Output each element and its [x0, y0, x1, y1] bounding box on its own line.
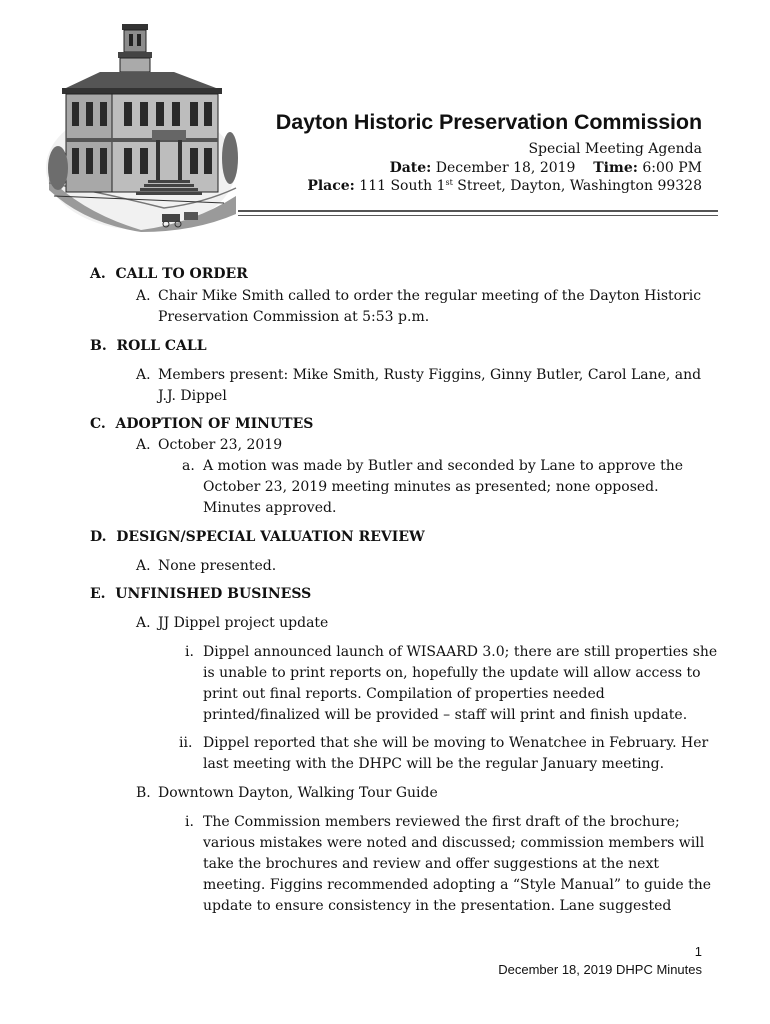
section-e-b-i-marker: i. — [185, 814, 194, 830]
section-c-item-marker: A. — [136, 437, 151, 453]
section-a-item-marker: A. — [136, 288, 151, 304]
section-c-sub-marker: a. — [182, 458, 195, 474]
section-e-item-a: JJ Dippel project update — [158, 615, 329, 631]
header-divider — [238, 210, 718, 212]
page-number: 1 — [694, 944, 702, 959]
section-c-item: October 23, 2019 — [158, 437, 283, 453]
document-title: Dayton Historic Preservation Commission — [275, 110, 702, 134]
section-e-b-i-line-2: various mistakes were noted and discussed; commission members will — [203, 835, 705, 851]
time-value: 6:00 PM — [642, 160, 702, 176]
section-e-b-i-line-3: take the brochures and review and offer suggestions at the next — [203, 856, 659, 872]
section-e-item-b-marker: B. — [136, 785, 151, 801]
section-d-item-marker: A. — [136, 558, 151, 574]
section-e-a-ii-line-2: last meeting with the DHPC will be the regular January meeting. — [203, 756, 665, 772]
section-d-item: None presented. — [158, 558, 277, 574]
place-value: 111 South 1st Street, Dayton, Washington 99328 — [359, 178, 702, 194]
time-label: Time: — [593, 160, 638, 176]
section-c-heading: C. ADOPTION OF MINUTES — [90, 416, 314, 432]
section-c-sub-line-3: Minutes approved. — [203, 500, 337, 516]
section-e-a-i-line-2: is unable to print reports on, hopefully the update will allow access to — [203, 665, 701, 681]
header-divider-thin — [238, 215, 718, 216]
section-e-heading: E. UNFINISHED BUSINESS — [90, 586, 312, 602]
section-e-a-i-line-4: printed/finalized will be provided – staff will print and finish update. — [203, 707, 688, 723]
date-value: December 18, 2019 — [435, 160, 576, 176]
section-b-item-marker: A. — [136, 367, 151, 383]
section-e-a-i-line-1: Dippel announced launch of WISAARD 3.0; there are still properties she — [203, 644, 718, 660]
section-a-heading: A. CALL TO ORDER — [90, 266, 248, 282]
section-e-item-b: Downtown Dayton, Walking Tour Guide — [158, 785, 438, 801]
place-label: Place: — [307, 178, 355, 194]
footer-text: December 18, 2019 DHPC Minutes — [498, 962, 702, 977]
section-a-line-2: Preservation Commission at 5:53 p.m. — [158, 309, 430, 325]
section-e-b-i-line-5: update to ensure consistency in the presentation. Lane suggested — [203, 898, 672, 914]
section-e-a-i-line-3: print out final reports. Compilation of properties needed — [203, 686, 605, 702]
section-e-b-i-line-1: The Commission members reviewed the first draft of the brochure; — [203, 814, 680, 830]
date-label: Date — [389, 160, 427, 176]
subtitle: Special Meeting Agenda — [528, 141, 702, 157]
section-c-sub-line-1: A motion was made by Butler and seconded by Lane to approve the — [203, 458, 684, 474]
place-line — [307, 178, 702, 194]
section-e-a-i-marker: i. — [185, 644, 194, 660]
section-e-item-a-marker: A. — [136, 615, 151, 631]
section-b-heading: B. ROLL CALL — [90, 338, 207, 354]
courthouse-engraving-icon — [44, 18, 238, 232]
section-d-heading: D. DESIGN/SPECIAL VALUATION REVIEW — [90, 529, 425, 545]
section-e-b-i-line-4: meeting. Figgins recommended adopting a “Style Manual” to guide the — [203, 877, 712, 893]
section-e-a-ii-marker: ii. — [179, 735, 193, 751]
section-b-line-2: J.J. Dippel — [158, 388, 227, 404]
date-time-line: Date: December 18, 2019 Time: 6:00 PM — [389, 160, 702, 176]
section-e-a-ii-line-1: Dippel reported that she will be moving to Wenatchee in February. Her — [203, 735, 709, 751]
section-b-line-1: Members present: Mike Smith, Rusty Figgins, Ginny Butler, Carol Lane, and — [158, 367, 702, 383]
section-a-line-1: Chair Mike Smith called to order the regular meeting of the Dayton Historic — [158, 288, 702, 304]
section-c-sub-line-2: October 23, 2019 meeting minutes as presented; none opposed. — [203, 479, 659, 495]
